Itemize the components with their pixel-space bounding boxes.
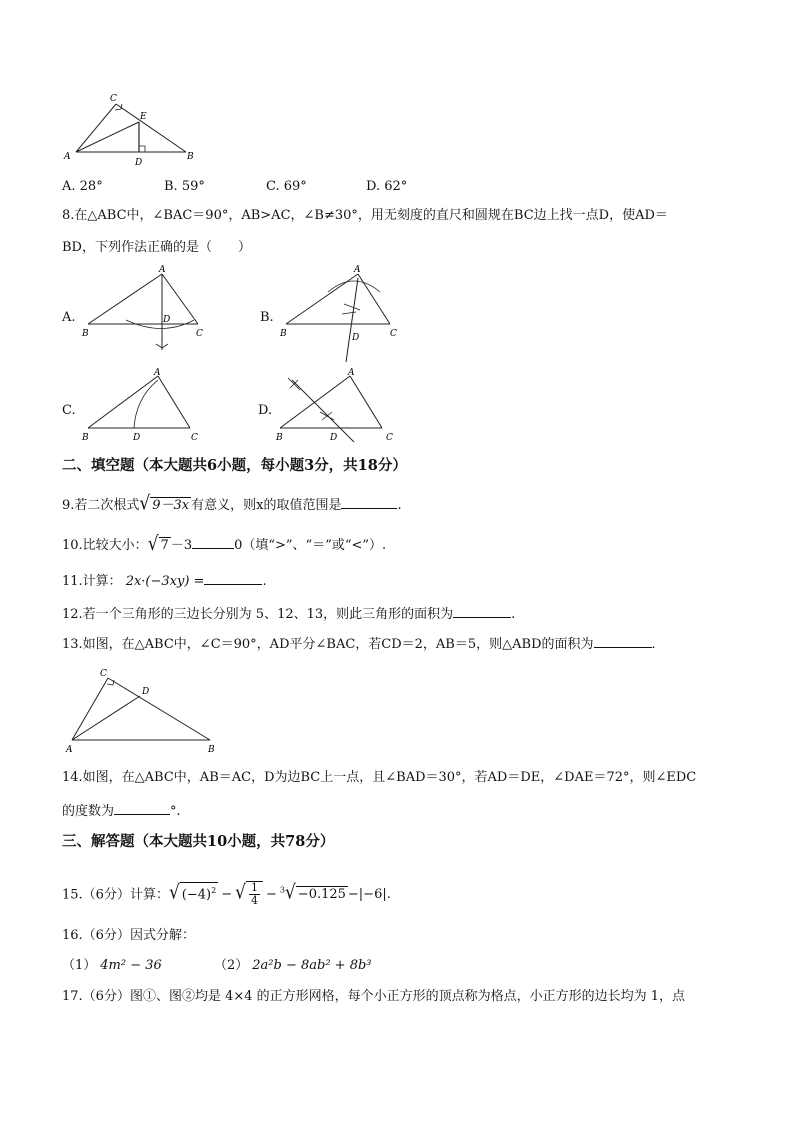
q14-line2 bbox=[62, 801, 181, 821]
fig7-label-e: E bbox=[140, 112, 147, 122]
fig8c-label-a: A bbox=[154, 368, 161, 378]
fig8a-label-c: C bbox=[196, 329, 203, 339]
q12 bbox=[62, 604, 515, 624]
q8-option-a-figure bbox=[78, 262, 218, 357]
q15-r1: (−4) bbox=[181, 887, 212, 903]
q12-answer-blank[interactable] bbox=[453, 604, 511, 618]
q11 bbox=[62, 571, 267, 591]
q15-r3: −0.125 bbox=[297, 887, 346, 903]
section-2-heading: 二、填空题（本大题共6小题，每小题3分，共18分） bbox=[62, 457, 407, 474]
q8-option-d-figure bbox=[274, 366, 414, 446]
q15-root-index: 3 bbox=[279, 886, 285, 895]
q16-part2 bbox=[214, 957, 372, 975]
q16-part1 bbox=[62, 957, 162, 975]
q16-part1-expr: 4m² − 36 bbox=[100, 958, 162, 973]
q13-end: . bbox=[651, 637, 656, 652]
q15-frac-den: 4 bbox=[250, 894, 258, 908]
q14-answer-blank[interactable] bbox=[114, 801, 170, 815]
q15-minus2: − bbox=[265, 887, 277, 903]
q12-text: 12.若一个三角形的三边长分别为 5、12、13，则此三角形的面积为 bbox=[62, 607, 454, 622]
q8-option-c-label: C. bbox=[62, 403, 76, 418]
q9-post: 有意义，则x的取值范围是 bbox=[191, 498, 342, 513]
q7-figure bbox=[60, 90, 210, 170]
q14-line2-post: °. bbox=[170, 804, 181, 819]
q13-answer-blank[interactable] bbox=[594, 634, 652, 648]
fig8d-label-a: A bbox=[348, 368, 355, 378]
fig13-label-a: A bbox=[66, 745, 73, 755]
fig13-label-d: D bbox=[142, 687, 150, 697]
q15-tail: −|−6|. bbox=[347, 887, 391, 903]
q13 bbox=[62, 634, 656, 654]
q7-option-d: D. 62° bbox=[366, 179, 408, 194]
fig8c-label-b: B bbox=[82, 433, 89, 443]
fig8a-label-a: A bbox=[159, 265, 166, 275]
q9 bbox=[62, 492, 402, 516]
q7-option-b: B. 59° bbox=[164, 179, 205, 194]
q9-end: . bbox=[397, 498, 402, 513]
q12-end: . bbox=[511, 607, 516, 622]
fig13-label-c: C bbox=[100, 669, 107, 679]
q10-root: √ 7 bbox=[147, 532, 169, 556]
fig13-label-b: B bbox=[208, 745, 215, 755]
q7-option-c: C. 69° bbox=[266, 179, 307, 194]
section-3-heading: 三、解答题（本大题共10小题，共78分） bbox=[62, 833, 335, 850]
fig7-label-a: A bbox=[64, 152, 71, 162]
q14-line2-pre: 的度数为 bbox=[62, 804, 115, 819]
fig8b-label-a: A bbox=[354, 265, 361, 275]
q16-part1-label: （1） bbox=[62, 958, 97, 973]
q10-answer-blank[interactable] bbox=[192, 535, 234, 549]
fig8c-label-d: D bbox=[133, 433, 141, 443]
q8-option-d-label: D. bbox=[258, 403, 273, 418]
q8-text-line2: BD，下列作法正确的是（ ） bbox=[62, 240, 251, 255]
fig8c-label-c: C bbox=[191, 433, 198, 443]
fig7-label-d: D bbox=[135, 158, 143, 168]
q7-option-a: A. 28° bbox=[62, 179, 103, 194]
q11-end: . bbox=[262, 574, 267, 589]
q10-pre: 10.比较大小： bbox=[62, 538, 148, 553]
q9-answer-blank[interactable] bbox=[341, 495, 397, 509]
fig8d-label-d: D bbox=[330, 433, 338, 443]
fig7-label-c: C bbox=[110, 94, 117, 104]
q13-text: 13.如图，在△ABC中，∠C＝90°，AD平分∠BAC，若CD＝2，AB＝5，则△ABD的面积为 bbox=[62, 637, 594, 652]
q16-part2-expr: 2a²b − 8ab² + 8b³ bbox=[252, 958, 372, 973]
q16-part2-label: （2） bbox=[214, 958, 249, 973]
q15-frac-num: 1 bbox=[250, 881, 258, 895]
q8-option-a-label: A. bbox=[62, 310, 76, 325]
q11-expr: 2x·(−3xy) = bbox=[125, 574, 205, 589]
q10 bbox=[62, 532, 387, 556]
q15-pre: 15.（6分）计算： bbox=[62, 887, 169, 903]
fig8b-label-d: D bbox=[352, 333, 360, 343]
fig8d-label-b: B bbox=[276, 433, 283, 443]
q16-title: 16.（6分）因式分解： bbox=[62, 928, 195, 943]
q8-text-line1: 8.在△ABC中，∠BAC＝90°，AB>AC，∠B≠30°，用无刻度的直尺和圆规在BC边上找一点D，使AD＝ bbox=[62, 208, 668, 223]
q9-root: √ 9－3x bbox=[139, 492, 190, 516]
q15-expr: √ $(-4)^2$ − √ $\frac{1}{4}$ − $^3$√ −0.125 −|−6|. bbox=[168, 881, 391, 908]
fig8b-label-b: B bbox=[280, 329, 287, 339]
q10-radicand: 7 bbox=[160, 538, 169, 553]
q15-exp1: 2 bbox=[211, 886, 217, 895]
fig8a-label-d: D bbox=[163, 315, 171, 325]
q10-post: 0（填“>”、“＝”或“<”）. bbox=[234, 538, 387, 553]
q8-option-b-figure bbox=[278, 262, 418, 367]
q17-text: 17.（6分）图①、图②均是 4×4 的正方形网格，每个小正方形的顶点称为格点，小正方形的边长均为 1，点 bbox=[62, 989, 686, 1004]
q13-figure bbox=[60, 662, 230, 757]
q15-minus1: − bbox=[221, 887, 233, 903]
fig7-label-b: B bbox=[187, 152, 194, 162]
fig8a-label-b: B bbox=[82, 329, 89, 339]
q15 bbox=[62, 878, 391, 908]
q10-minus: －3 bbox=[170, 538, 193, 553]
q11-pre: 11.计算： bbox=[62, 574, 122, 589]
q9-pre: 9.若二次根式 bbox=[62, 498, 140, 513]
q8-option-c-figure bbox=[78, 366, 218, 446]
fig8d-label-c: C bbox=[386, 433, 393, 443]
q14-line1: 14.如图，在△ABC中，AB＝AC，D为边BC上一点，且∠BAD＝30°，若AD＝DE，∠DAE＝72°，则∠EDC bbox=[62, 770, 697, 785]
q9-radicand: 9－3x bbox=[152, 498, 190, 513]
fig8b-label-c: C bbox=[390, 329, 397, 339]
q11-answer-blank[interactable] bbox=[204, 571, 262, 585]
q8-option-b-label: B. bbox=[260, 310, 274, 325]
